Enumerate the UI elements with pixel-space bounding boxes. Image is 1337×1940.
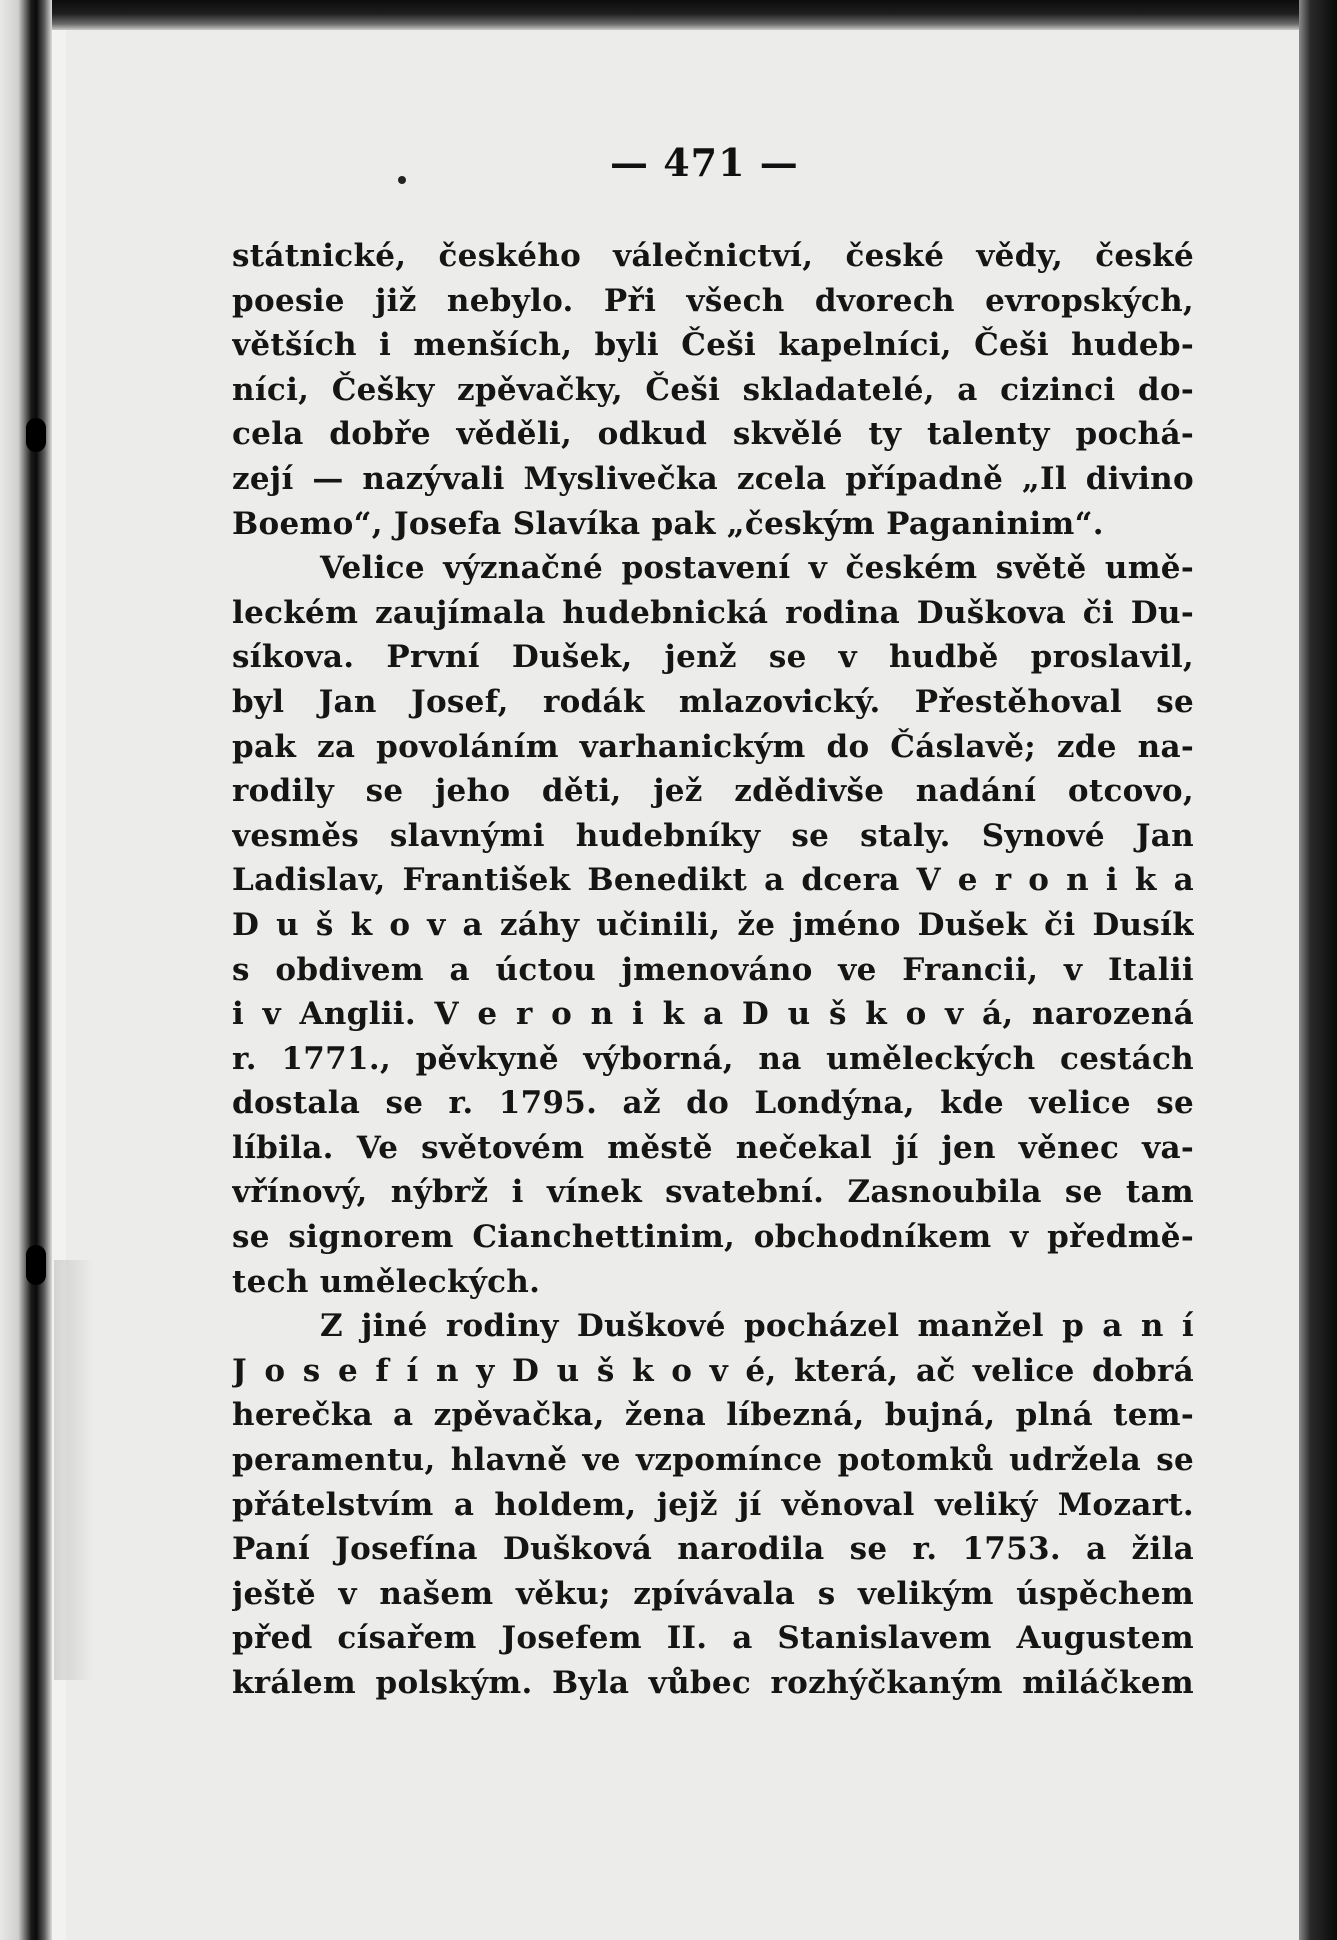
text-line: králem polským. Byla vůbec rozhýčkaným miláčkem [232,1665,1194,1701]
text-line: větších i menších, byli Češi kapelníci, Češi hudeb- [232,327,1194,364]
text-line: rodily se jeho děti, jež zdědivše nadání otcovo, [232,773,1194,810]
text-line: níci, Češky zpěvačky, Češi skladatelé, a cizinci do- [232,371,1194,408]
text-line: Velice význačné postavení v českém světě umě- [320,550,1194,587]
text-line: zejí — nazývali Myslivečka zcela případně „Il divino [232,460,1194,497]
text-line: i v Anglii. V e r o n i k a D u š k o v á, narozená [232,996,1194,1033]
binding-hole-mark [26,418,46,452]
text-line: vřínový, nýbrž i vínek svatební. Zasnoubila se tam [232,1174,1194,1211]
text-line: Paní Josefína Dušková narodila se r. 1753. a žila [232,1531,1194,1568]
body-text [232,234,1194,1706]
text-line: leckém zaujímala hudebnická rodina Duškova či Du- [232,594,1194,631]
text-line: poesie již nebylo. Při všech dvorech evropských, [232,282,1194,319]
text-line: Ladislav, František Benedikt a dcera V e r o n i k a [232,862,1194,899]
text-line: líbila. Ve světovém městě nečekal jí jen věnec va- [232,1129,1194,1166]
print-speck [398,176,406,184]
text-line: síkova. První Dušek, jenž se v hudbě proslavil, [232,639,1194,676]
text-line: vesměs slavnými hudebníky se staly. Synové Jan [232,817,1194,854]
text-line: Z jiné rodiny Duškové pocházel manžel p a n í [320,1308,1194,1345]
scan-binding-edge [0,0,52,1940]
scan-right-edge [1299,0,1337,1940]
text-line: se signorem Cianchettinim, obchodníkem v předmě- [232,1219,1194,1256]
page-number: — 471 — [610,140,799,185]
text-line: s obdivem a úctou jmenováno ve Francii, v Italii [232,951,1194,988]
text-line: tech uměleckých. [232,1263,541,1300]
text-line: D u š k o v a záhy učinili, že jméno Dušek či Dusík [232,906,1194,943]
text-line: r. 1771., pěvkyně výborná, na uměleckých cestách [232,1040,1194,1077]
text-line: J o s e f í n y D u š k o v é, která, ač velice dobrá [232,1352,1194,1389]
text-line: pak za povoláním varhanickým do Čáslavě; zde na- [232,728,1194,765]
binding-hole-mark [26,1245,46,1285]
text-line: přátelstvím a holdem, jejž jí věnoval veliký Mozart. [232,1486,1194,1523]
text-line: peramentu, hlavně ve vzpomínce potomků udržela se [232,1442,1194,1479]
text-line: cela dobře věděli, odkud skvělé ty talenty pochá- [232,416,1194,453]
text-line: Boemo“, Josefa Slavíka pak „českým Paganinim“. [232,505,1104,542]
text-line: byl Jan Josef, rodák mlazovický. Přestěhoval se [232,683,1194,720]
text-line: herečka a zpěvačka, žena líbezná, bujná, plná tem- [232,1397,1194,1434]
scan-top-edge [0,0,1337,30]
text-line: dostala se r. 1795. až do Londýna, kde velice se [232,1085,1194,1122]
page-shadow [54,1260,94,1680]
text-line: ještě v našem věku; zpívávala s velikým úspěchem [232,1575,1194,1612]
text-line: před císařem Josefem II. a Stanislavem Augustem [232,1620,1194,1657]
text-line: státnické, českého válečnictví, české vědy, české [232,238,1194,274]
